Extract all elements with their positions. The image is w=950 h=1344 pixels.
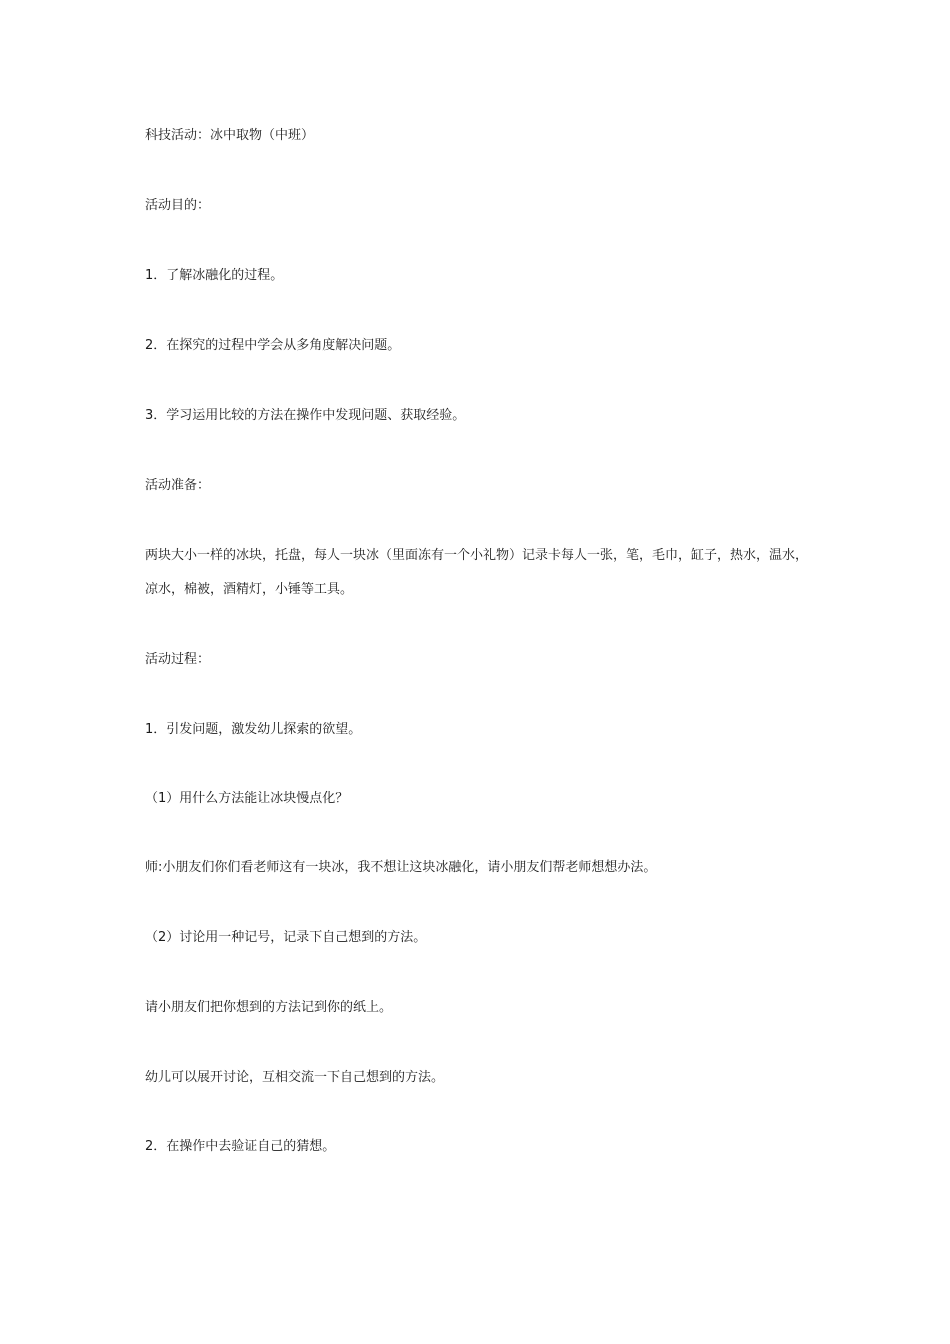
- process-item: 2．在操作中去验证自己的猜想。: [145, 1139, 336, 1154]
- prep-text: 两块大小一样的冰块，托盘，每人一块冰（里面冻有一个小礼物）记录卡每人一张，笔，毛巾，缸子，热水，温水，凉水，棉被，酒精灯，小锤等工具。: [145, 548, 809, 597]
- goals-heading: 活动目的：: [145, 198, 211, 213]
- process-heading: 活动过程：: [145, 652, 211, 667]
- process-item: （1）用什么方法能让冰块慢点化？: [145, 791, 349, 806]
- goal-item: 1．了解冰融化的过程。: [145, 268, 284, 283]
- process-item: 师:小朋友们你们看老师这有一块冰，我不想让这块冰融化，请小朋友们帮老师想想办法。: [145, 860, 657, 875]
- goal-item: 3．学习运用比较的方法在操作中发现问题、获取经验。: [145, 408, 466, 423]
- prep-heading: 活动准备：: [145, 478, 211, 493]
- process-item: 请小朋友们把你想到的方法记到你的纸上。: [145, 1000, 393, 1015]
- process-item: 1．引发问题，激发幼儿探索的欲望。: [145, 722, 362, 737]
- process-item: （2）讨论用一种记号，记录下自己想到的方法。: [145, 930, 427, 945]
- process-item: 幼儿可以展开讨论，互相交流一下自己想到的方法。: [145, 1070, 445, 1085]
- goal-item: 2．在探究的过程中学会从多角度解决问题。: [145, 338, 401, 353]
- document-title: 科技活动：冰中取物（中班）: [145, 128, 315, 143]
